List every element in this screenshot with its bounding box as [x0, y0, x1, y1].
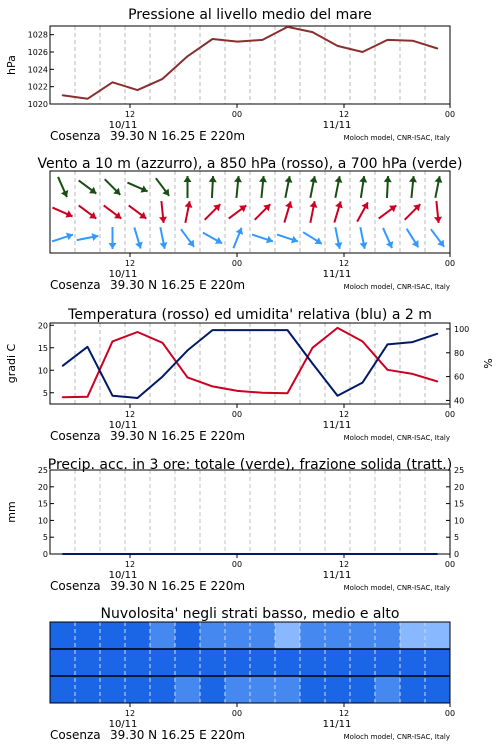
pressure-line-point — [387, 39, 389, 41]
time-tick-label: 12 — [338, 709, 350, 718]
humidity-y-tick-label: 100 — [454, 324, 470, 334]
date-label: 11/11 — [322, 570, 352, 581]
cloud-cell — [400, 676, 425, 703]
cloud-cell — [75, 676, 100, 703]
cloud-cell — [100, 676, 125, 703]
cloud-cell — [325, 622, 350, 649]
cloud-cell — [100, 622, 125, 649]
pressure-y-tick-label: 1020 — [27, 100, 48, 109]
temperature-line-point — [312, 347, 314, 349]
cloud-cell — [350, 622, 375, 649]
time-tick-label: 00 — [231, 410, 243, 419]
humidity-line-point — [262, 329, 264, 331]
model-credit: Moloch model, CNR-ISAC, Italy — [343, 283, 450, 291]
cloud-cell — [275, 649, 300, 676]
time-tick-label: 00 — [444, 110, 456, 119]
pressure-line-point — [337, 45, 339, 47]
temperature-line-point — [112, 341, 114, 343]
cloud-cell — [225, 649, 250, 676]
date-label: 10/11 — [108, 420, 138, 431]
time-tick-label: 12 — [338, 560, 350, 569]
cloud-cell — [200, 649, 225, 676]
temp-title: Temperatura (rosso) ed umidita' relativa (blu) a 2 m — [68, 307, 432, 323]
precip-total-line-point — [287, 553, 289, 555]
cloud-cell — [225, 676, 250, 703]
pressure-line-point — [312, 31, 314, 33]
date-label: 10/11 — [108, 269, 138, 280]
time-tick-label: 12 — [338, 410, 350, 419]
cloud-cell — [300, 676, 325, 703]
precip-total-line-point — [362, 553, 364, 555]
date-label: 10/11 — [108, 719, 138, 730]
humidity-y-tick-label: 60 — [454, 372, 465, 382]
humidity-line-point — [412, 341, 414, 343]
precip-total-line-point — [137, 553, 139, 555]
cloud-cell — [175, 622, 200, 649]
pressure-line-point — [212, 38, 214, 40]
cloud-cell — [150, 649, 175, 676]
location-coords: 39.30 N 16.25 E 220m — [110, 129, 246, 143]
time-tick-label: 12 — [338, 259, 350, 268]
pressure-line-point — [262, 39, 264, 41]
temp-ylabel: gradi C — [5, 343, 18, 384]
time-tick-label: 00 — [444, 709, 456, 718]
cloud-cell — [200, 676, 225, 703]
time-tick-label: 00 — [444, 410, 456, 419]
temperature-line-point — [262, 392, 264, 394]
precip-total-line-point — [162, 553, 164, 555]
temp-y-tick-label: 10 — [37, 366, 48, 376]
cloud-cell — [325, 649, 350, 676]
humidity-line-point — [287, 329, 289, 331]
location-coords: 39.30 N 16.25 E 220m — [110, 728, 246, 742]
precip-ylabel: mm — [5, 501, 18, 523]
cloud-cell — [400, 649, 425, 676]
cloud-cell — [75, 622, 100, 649]
temperature-line-point — [287, 392, 289, 394]
cloud-cell — [375, 622, 400, 649]
wind-arrow-head — [234, 176, 242, 182]
location-coords: 39.30 N 16.25 E 220m — [110, 429, 246, 443]
wind-arrow-head — [159, 217, 167, 223]
cloud-title: Nuvolosita' negli strati basso, medio e alto — [100, 606, 400, 622]
pressure-line-point — [187, 56, 189, 58]
precip-y-tick-label: 15 — [37, 499, 48, 509]
humidity-line-point — [212, 329, 214, 331]
humidity-line-point — [112, 395, 114, 397]
precip-y2-tick-label: 0 — [454, 550, 460, 559]
temperature-line-point — [137, 331, 139, 333]
temperature-line-point — [62, 396, 64, 398]
humidity-line-point — [362, 382, 364, 384]
time-tick-label: 00 — [231, 259, 243, 268]
precip-total-line-point — [312, 553, 314, 555]
precip-total-line-point — [337, 553, 339, 555]
model-credit: Moloch model, CNR-ISAC, Italy — [343, 584, 450, 592]
date-label: 11/11 — [322, 120, 352, 131]
cloud-cell — [50, 649, 75, 676]
pressure-y-tick-label: 1022 — [27, 82, 48, 92]
cloud-cell — [425, 622, 450, 649]
pressure-y-tick-label: 1024 — [27, 65, 48, 75]
precip-y2-tick-label: 10 — [454, 516, 465, 526]
date-label: 10/11 — [108, 120, 138, 131]
cloud-cell — [250, 649, 275, 676]
pressure-title: Pressione al livello medio del mare — [128, 7, 372, 23]
temperature-line-point — [387, 369, 389, 371]
location-name: Cosenza — [50, 278, 101, 292]
cloud-cell — [125, 676, 150, 703]
location-name: Cosenza — [50, 429, 101, 443]
temperature-line-point — [412, 373, 414, 375]
pressure-ylabel: hPa — [5, 55, 18, 75]
humidity-y-tick-label: 80 — [454, 348, 465, 358]
date-label: 11/11 — [322, 719, 352, 730]
pressure-y-tick-label: 1028 — [27, 30, 48, 40]
date-label: 11/11 — [322, 420, 352, 431]
wind-arrow-head — [259, 176, 267, 182]
temperature-line-point — [162, 342, 164, 344]
humidity-line-point — [437, 333, 439, 335]
precip-total-line-point — [187, 553, 189, 555]
precip-total-line-point — [387, 553, 389, 555]
time-tick-label: 12 — [124, 410, 136, 419]
wind-arrow-head — [434, 217, 442, 223]
humidity-line-point — [337, 395, 339, 397]
precip-total-line-point — [87, 553, 89, 555]
temperature-line-point — [437, 381, 439, 383]
humidity-line-point — [62, 365, 64, 367]
pressure-line-point — [237, 41, 239, 43]
wind-arrow-head — [109, 243, 117, 249]
cloud-cell — [150, 676, 175, 703]
location-name: Cosenza — [50, 728, 101, 742]
precip-y2-tick-label: 5 — [454, 533, 460, 543]
cloud-cell — [425, 649, 450, 676]
precip-total-line-point — [112, 553, 114, 555]
temperature-line-point — [212, 386, 214, 388]
pressure-line-point — [62, 95, 64, 97]
temp-y-tick-label: 5 — [42, 388, 48, 398]
cloud-cell — [425, 676, 450, 703]
cloud-cell — [350, 676, 375, 703]
cloud-cell — [250, 622, 275, 649]
humidity-line-point — [87, 346, 89, 348]
precip-total-line-point — [412, 553, 414, 555]
cloud-cell — [250, 676, 275, 703]
time-tick-label: 12 — [124, 709, 136, 718]
precip-title: Precip. acc. in 3 ore: totale (verde), frazione solida (tratt.) — [47, 457, 453, 473]
cloud-cell — [75, 649, 100, 676]
humidity-line-point — [312, 363, 314, 365]
pressure-line-point — [287, 26, 289, 28]
cloud-cell — [175, 676, 200, 703]
precip-y-tick-label: 5 — [42, 533, 48, 543]
precip-y-tick-label: 10 — [37, 516, 48, 526]
pressure-line-point — [137, 89, 139, 91]
humidity-line-point — [387, 344, 389, 346]
precip-y2-tick-label: 25 — [454, 466, 465, 475]
location-coords: 39.30 N 16.25 E 220m — [110, 278, 246, 292]
cloud-cell — [50, 622, 75, 649]
model-credit: Moloch model, CNR-ISAC, Italy — [343, 733, 450, 741]
cloud-cell — [225, 622, 250, 649]
cloud-cell — [325, 676, 350, 703]
cloud-cell — [350, 649, 375, 676]
wind-arrow-head — [409, 176, 417, 182]
cloud-cell — [125, 649, 150, 676]
pressure-y-tick-label: 1026 — [27, 48, 48, 57]
location-name: Cosenza — [50, 129, 101, 143]
humidity-line-point — [162, 376, 164, 378]
time-tick-label: 12 — [338, 110, 350, 119]
temperature-line-point — [337, 327, 339, 329]
time-tick-label: 00 — [444, 259, 456, 268]
temp-y-tick-label: 15 — [37, 343, 48, 353]
cloud-cell — [300, 622, 325, 649]
humidity-line-point — [237, 329, 239, 331]
temperature-line-point — [187, 377, 189, 379]
wind-arrow-head — [384, 176, 392, 182]
pressure-line-point — [112, 82, 114, 84]
temperature-line-point — [237, 390, 239, 392]
time-tick-label: 00 — [231, 110, 243, 119]
cloud-cell — [275, 622, 300, 649]
location-name: Cosenza — [50, 579, 101, 593]
pressure-line-point — [162, 78, 164, 80]
time-tick-label: 00 — [444, 560, 456, 569]
cloud-cell — [300, 649, 325, 676]
cloud-cell — [275, 676, 300, 703]
cloud-cell — [400, 622, 425, 649]
pressure-line-point — [437, 48, 439, 50]
wind-arrow-head — [209, 176, 217, 182]
time-tick-label: 12 — [124, 560, 136, 569]
precip-y-tick-label: 0 — [42, 550, 48, 559]
date-label: 10/11 — [108, 570, 138, 581]
cloud-cell — [150, 622, 175, 649]
humidity-ylabel: % — [482, 358, 495, 369]
temperature-line-point — [87, 396, 89, 398]
time-tick-label: 12 — [124, 259, 136, 268]
cloud-cell — [375, 649, 400, 676]
temp-y-tick-label: 20 — [37, 321, 48, 331]
humidity-line-point — [187, 350, 189, 352]
cloud-cell — [100, 649, 125, 676]
time-tick-label: 00 — [231, 709, 243, 718]
precip-y-tick-label: 25 — [37, 466, 48, 475]
cloud-cell — [200, 622, 225, 649]
pressure-line-point — [412, 40, 414, 42]
temperature-line-point — [362, 341, 364, 343]
location-coords: 39.30 N 16.25 E 220m — [110, 579, 246, 593]
precip-total-line-point — [262, 553, 264, 555]
date-label: 11/11 — [322, 269, 352, 280]
humidity-line-point — [137, 397, 139, 399]
cloud-cell — [375, 676, 400, 703]
cloud-cell — [125, 622, 150, 649]
pressure-line-point — [362, 51, 364, 53]
wind-arrow-head — [184, 176, 192, 182]
model-credit: Moloch model, CNR-ISAC, Italy — [343, 434, 450, 442]
precip-total-line-point — [437, 553, 439, 555]
time-tick-label: 00 — [231, 560, 243, 569]
precip-y2-tick-label: 15 — [454, 499, 465, 509]
humidity-y-tick-label: 40 — [454, 396, 465, 406]
precip-y2-tick-label: 20 — [454, 482, 465, 492]
pressure-line-point — [87, 98, 89, 100]
time-tick-label: 12 — [124, 110, 136, 119]
precip-y-tick-label: 20 — [37, 482, 48, 492]
model-credit: Moloch model, CNR-ISAC, Italy — [343, 134, 450, 142]
cloud-cell — [175, 649, 200, 676]
precip-total-line-point — [212, 553, 214, 555]
cloud-cell — [50, 676, 75, 703]
wind-title: Vento a 10 m (azzurro), a 850 hPa (rosso), a 700 hPa (verde) — [37, 156, 463, 172]
precip-total-line-point — [62, 553, 64, 555]
